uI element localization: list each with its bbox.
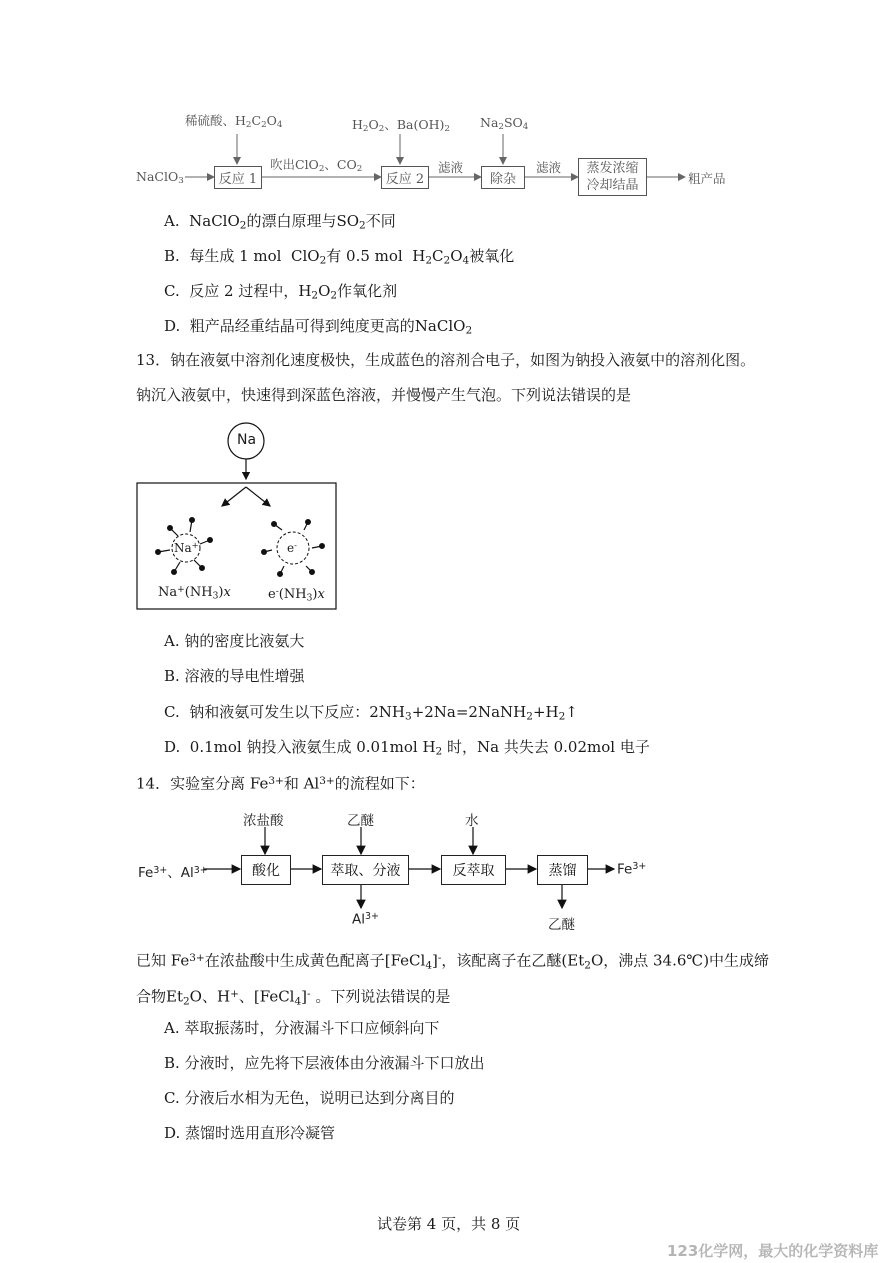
q13-option-d: D. 0.1mol 钠投入液氨生成 0.01mol $H_2$ 时，Na 共失去 0.02mol 电子 bbox=[164, 738, 650, 758]
q13-option-b: B. 溶液的导电性增强 bbox=[164, 667, 305, 685]
q13-stem-line2: 钠沉入液氨中，快速得到深蓝色溶液，并慢慢产生气泡。下列说法错误的是 bbox=[136, 386, 632, 404]
na-atom-label: Na bbox=[237, 432, 257, 448]
solvated-electron-label: $e^-(NH_3)x$ bbox=[268, 587, 325, 604]
flow1-start: NaClO$_3$ bbox=[136, 169, 184, 187]
flow1-box4-line1: 蒸发浓缩 bbox=[586, 161, 639, 176]
flow2-out-al: $Al^{3+}$ bbox=[352, 911, 379, 928]
q14-option-b: B. 分液时，应先将下层液体由分液漏斗下口放出 bbox=[164, 1054, 485, 1072]
flow2-box-extract: 萃取、分液 bbox=[322, 855, 409, 885]
q14-stem-line1: 14．实验室分离 $Fe^{3+}$和 $Al^{3+}$的流程如下： bbox=[136, 774, 425, 793]
flow2-end: $Fe^{3+}$ bbox=[617, 861, 647, 878]
flow1-arrow1-label: 吹出ClO$_2$、$CO_2$ bbox=[270, 157, 363, 175]
flow1-reagent1: 稀硫酸、$H_2C_2O_4$ bbox=[185, 113, 283, 131]
flow2-box-back-extract: 反萃取 bbox=[441, 855, 506, 885]
q12-option-c: C. 反应 2 过程中，$H_2O_2$作氧化剂 bbox=[164, 282, 398, 302]
flow2-reagent-water: 水 bbox=[465, 813, 479, 829]
flow1-box-purify: 除杂 bbox=[481, 166, 525, 189]
na-ion-label: Na+ bbox=[174, 540, 199, 555]
flow2-reagent-ether: 乙醚 bbox=[347, 813, 374, 829]
q12-option-d: D. 粗产品经重结晶可得到纯度更高的NaClO$_2$ bbox=[164, 317, 473, 337]
flow1-reagent2: $H_2O_2$、$Ba(OH)_2$ bbox=[352, 117, 450, 135]
q14-option-c: C. 分液后水相为无色，说明已达到分离目的 bbox=[164, 1089, 455, 1107]
q12-option-b: B. 每生成 1 mol ClO$_2$有 0.5 mol $H_2C_2O_4$被氧化 bbox=[164, 247, 515, 267]
flow2-reagent-hcl: 浓盐酸 bbox=[243, 813, 284, 829]
electron-label: e- bbox=[287, 540, 297, 555]
watermark: 123化学网，最大的化学资料库 bbox=[667, 1242, 879, 1260]
q14-option-d: D. 蒸馏时选用直形冷凝管 bbox=[164, 1124, 336, 1142]
flow1-end: 粗产品 bbox=[688, 171, 726, 186]
q14-option-a: A. 萃取振荡时，分液漏斗下口应倾斜向下 bbox=[164, 1019, 440, 1037]
flow1-box-reaction2: 反应 2 bbox=[381, 166, 429, 189]
q13-stem-line1: 13．钠在液氨中溶剂化速度极快，生成蓝色的溶剂合电子，如图为钠投入液氨中的溶剂化图。 bbox=[136, 351, 756, 369]
q13-option-a: A. 钠的密度比液氨大 bbox=[164, 632, 305, 650]
flow1-arrows bbox=[0, 0, 894, 210]
flow1-box-evaporate bbox=[578, 158, 647, 196]
flow1-box-reaction1: 反应 1 bbox=[214, 166, 262, 189]
solvated-na-label: $Na^+(NH_3)x$ bbox=[158, 585, 231, 602]
flow1-arrow2-label: 滤液 bbox=[438, 160, 464, 175]
q14-text-line2: 合物$Et_2O$、H+、[FeCl$_4$]- 。下列说法错误的是 bbox=[136, 987, 451, 1008]
flow2-box-acidify: 酸化 bbox=[241, 855, 291, 885]
q14-text-line1: 已知 $Fe^{3+}$在浓盐酸中生成黄色配离子[FeCl$_4$]-，该配离子在乙醚($Et_2O$，沸点 34.6℃)中生成缔 bbox=[136, 951, 770, 972]
flow2-start: $Fe^{3+}$、$Al^{3+}$ bbox=[138, 864, 208, 881]
q12-option-a: A. NaClO$_2$的漂白原理与$SO_2$不同 bbox=[164, 212, 396, 232]
flow1-box4-line2: 冷却结晶 bbox=[586, 178, 639, 193]
q13-option-c: C. 钠和液氨可发生以下反应：$2NH_3+2Na=2NaNH_2+H_2↑$ bbox=[164, 703, 578, 723]
page-footer: 试卷第 4 页，共 8 页 bbox=[377, 1215, 521, 1233]
flow2-box-distill: 蒸馏 bbox=[537, 855, 588, 885]
flow2-out-ether: 乙醚 bbox=[548, 917, 575, 933]
flow1-reagent3: $Na_2SO_4$ bbox=[480, 115, 529, 133]
flow1-arrow3-label: 滤液 bbox=[536, 160, 562, 175]
